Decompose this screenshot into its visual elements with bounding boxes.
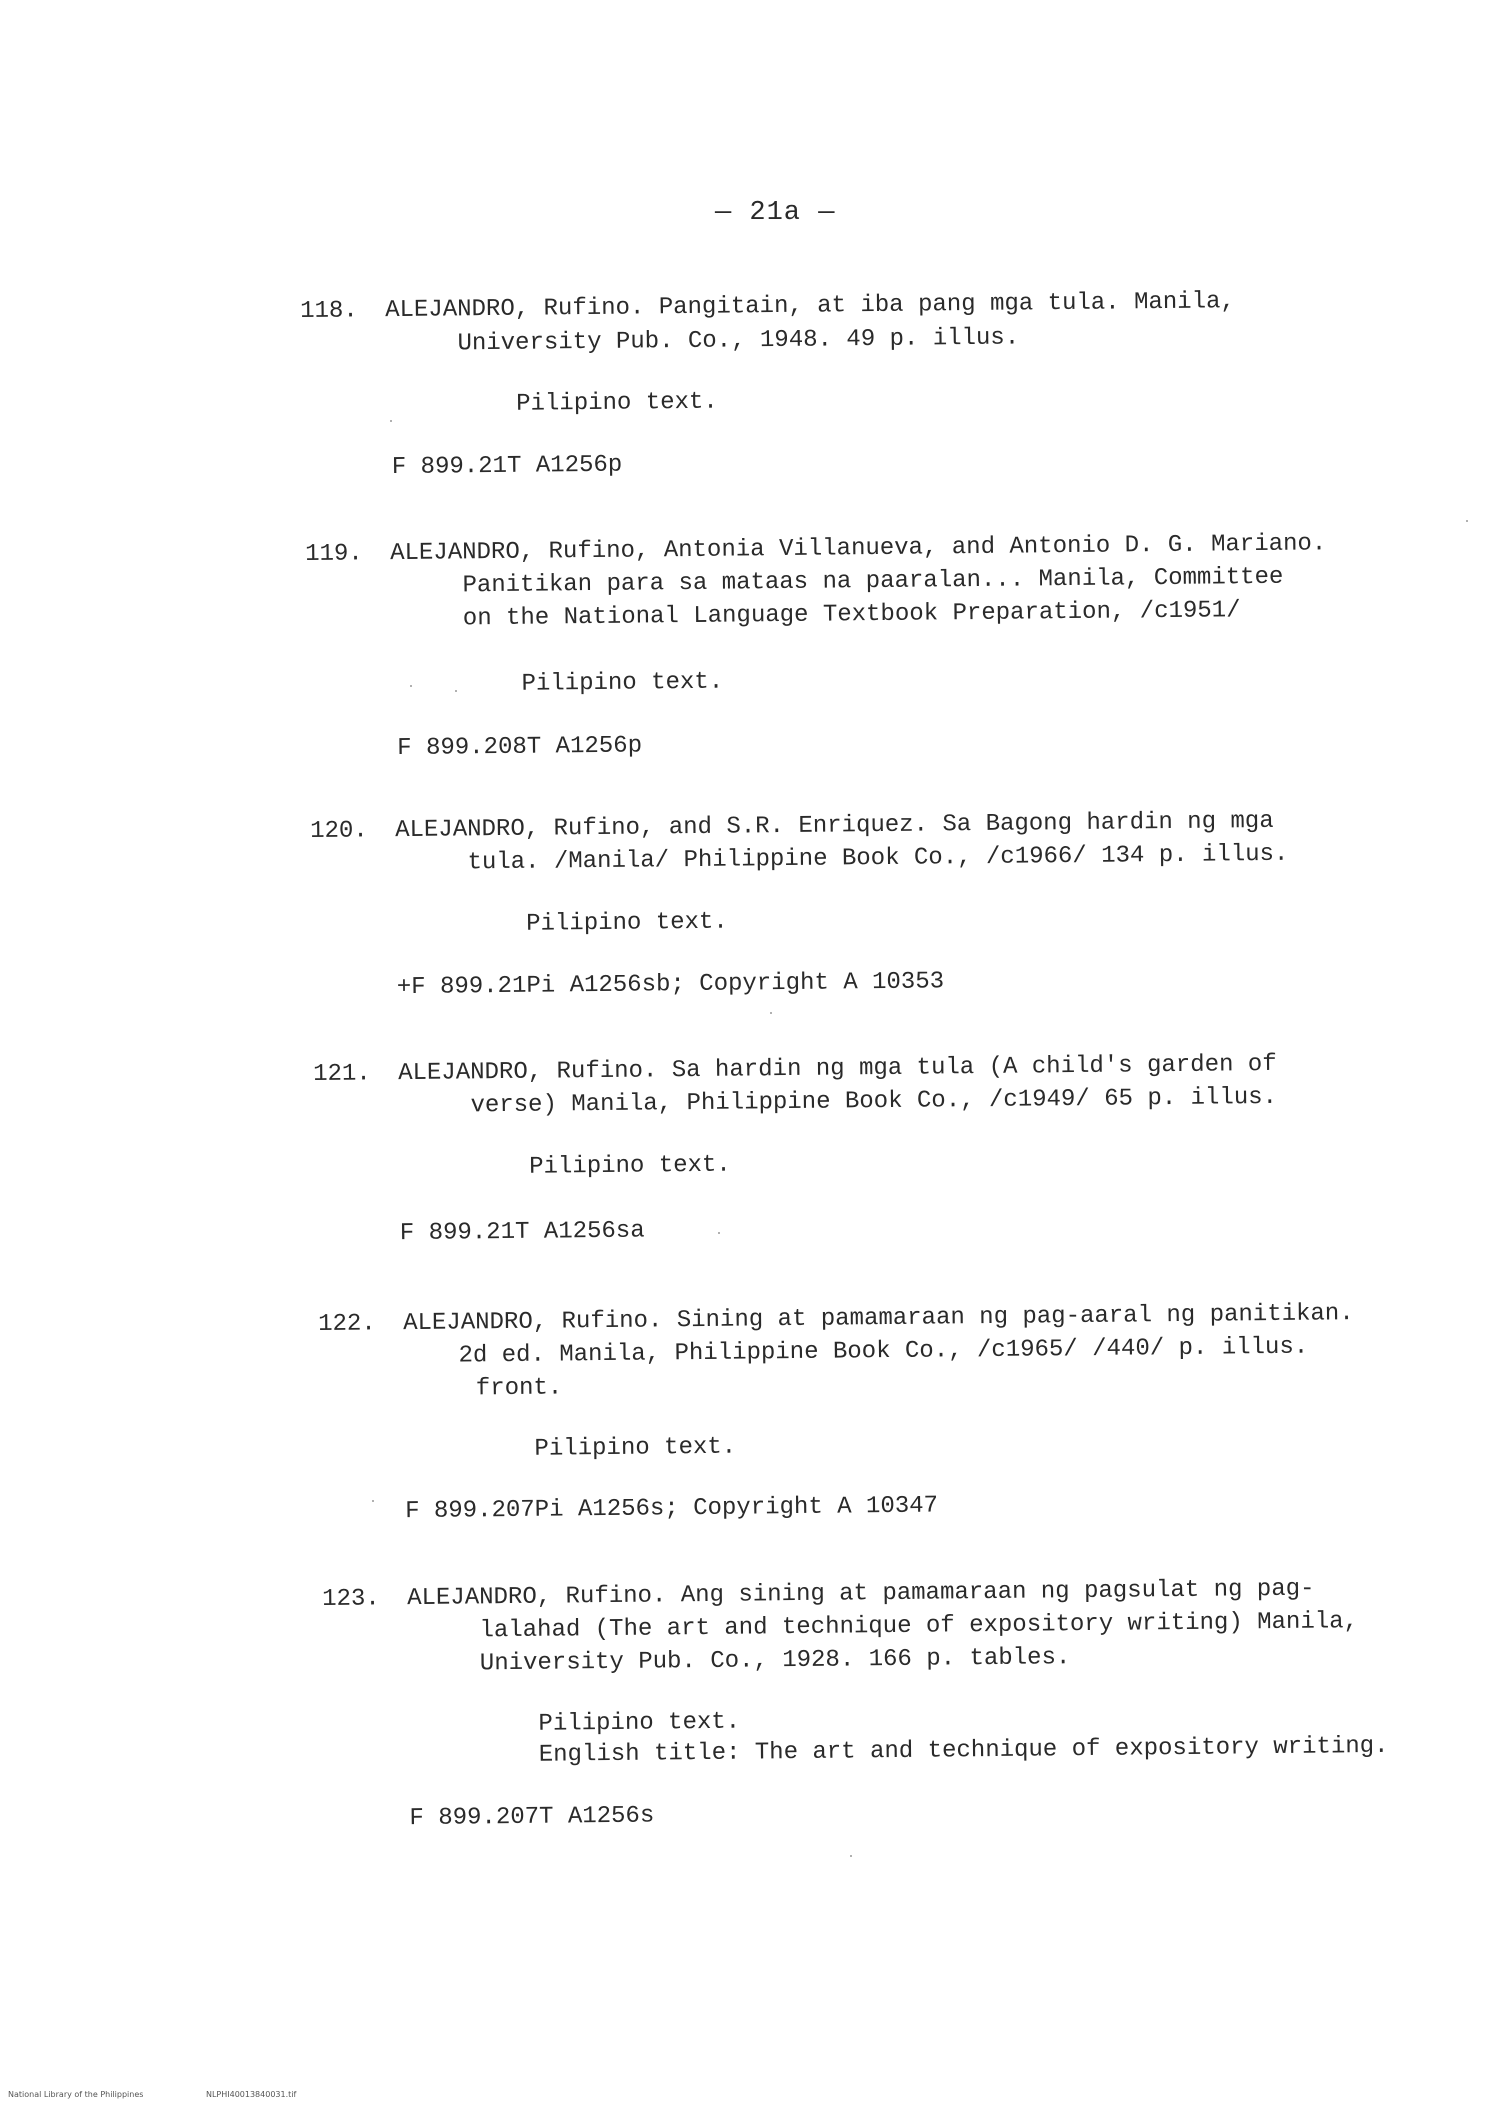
entry-line: ALEJANDRO, Rufino, Antonia Villanueva, and Antonio D. G. Mariano. (390, 530, 1327, 568)
entry-note: Pilipino text. (516, 388, 718, 418)
entry-number: 118. (300, 297, 358, 325)
entry-line: University Pub. Co., 1928. 166 p. tables. (479, 1644, 1071, 1678)
call-number: F 899.207Pi A1256s; Copyright A 10347 (404, 1492, 939, 1526)
footer-library: National Library of the Philippines (8, 2090, 144, 2099)
call-number: F 899.21T A1256sa (399, 1217, 645, 1248)
footer-filename: NLPHI40013840031.tif (205, 2090, 297, 2099)
entry-line: ALEJANDRO, Rufino, and S.R. Enriquez. Sa Bagong hardin ng mga (395, 807, 1274, 845)
entry-number: 119. (305, 540, 363, 568)
entry-note: English title: The art and technique of expository writing. (538, 1732, 1389, 1769)
scan-footer (8, 2090, 356, 2099)
entry-number: 122. (318, 1310, 376, 1338)
scan-speck (1466, 520, 1468, 522)
entry-line: ALEJANDRO, Rufino. Sa hardin ng mga tula (A child's garden of (398, 1050, 1277, 1088)
entry-number: 123. (322, 1585, 380, 1613)
entry-line: ALEJANDRO, Rufino. Sining at pamamaraan ng pag-aaral ng panitikan. (403, 1300, 1354, 1338)
entry-note: Pilipino text. (526, 908, 728, 938)
entry-line: lalahad (The art and technique of expository writing) Manila, (479, 1608, 1359, 1645)
page-number: — 21a — (715, 198, 836, 228)
entry-line: verse) Manila, Philippine Book Co., /c1949/ 65 p. illus. (470, 1083, 1278, 1120)
entry-line: 2d ed. Manila, Philippine Book Co., /c1965/ /440/ p. illus. (458, 1333, 1309, 1370)
entry-note: Pilipino text. (534, 1433, 737, 1463)
call-number: F 899.208T A1256p (397, 732, 643, 763)
entry-note: Pilipino text. (521, 668, 724, 698)
entry-line: University Pub. Co., 1948. 49 p. illus. (457, 324, 1020, 358)
entry-line: ALEJANDRO, Rufino. Ang sining at pamamaraan ng pagsulat ng pag- (407, 1575, 1315, 1613)
call-number: F 899.207T A1256s (409, 1802, 655, 1833)
scan-speck (372, 1500, 374, 1502)
call-number: F 899.21T A1256p (391, 451, 623, 482)
scan-speck (718, 1232, 720, 1234)
entry-line: on the National Language Textbook Preparation, /c1951/ (462, 597, 1241, 633)
entry-line: ALEJANDRO, Rufino. Pangitain, at iba pang mga tula. Manila, (385, 288, 1236, 325)
scan-speck (770, 1012, 772, 1014)
entry-note: Pilipino text. (529, 1151, 731, 1181)
scan-speck (410, 685, 412, 687)
scan-speck (390, 420, 392, 422)
scan-speck (455, 690, 457, 692)
scan-speck (850, 1855, 852, 1857)
entry-note: Pilipino text. (538, 1708, 741, 1738)
entry-line: front. (475, 1374, 563, 1403)
entry-number: 120. (310, 817, 368, 845)
entry-number: 121. (313, 1060, 371, 1088)
call-number: +F 899.21Pi A1256sb; Copyright A 10353 (396, 968, 945, 1002)
entry-line: tula. /Manila/ Philippine Book Co., /c1966/ 134 p. illus. (467, 840, 1289, 877)
entry-line: Panitikan para sa mataas na paaralan... Manila, Committee (462, 563, 1284, 600)
